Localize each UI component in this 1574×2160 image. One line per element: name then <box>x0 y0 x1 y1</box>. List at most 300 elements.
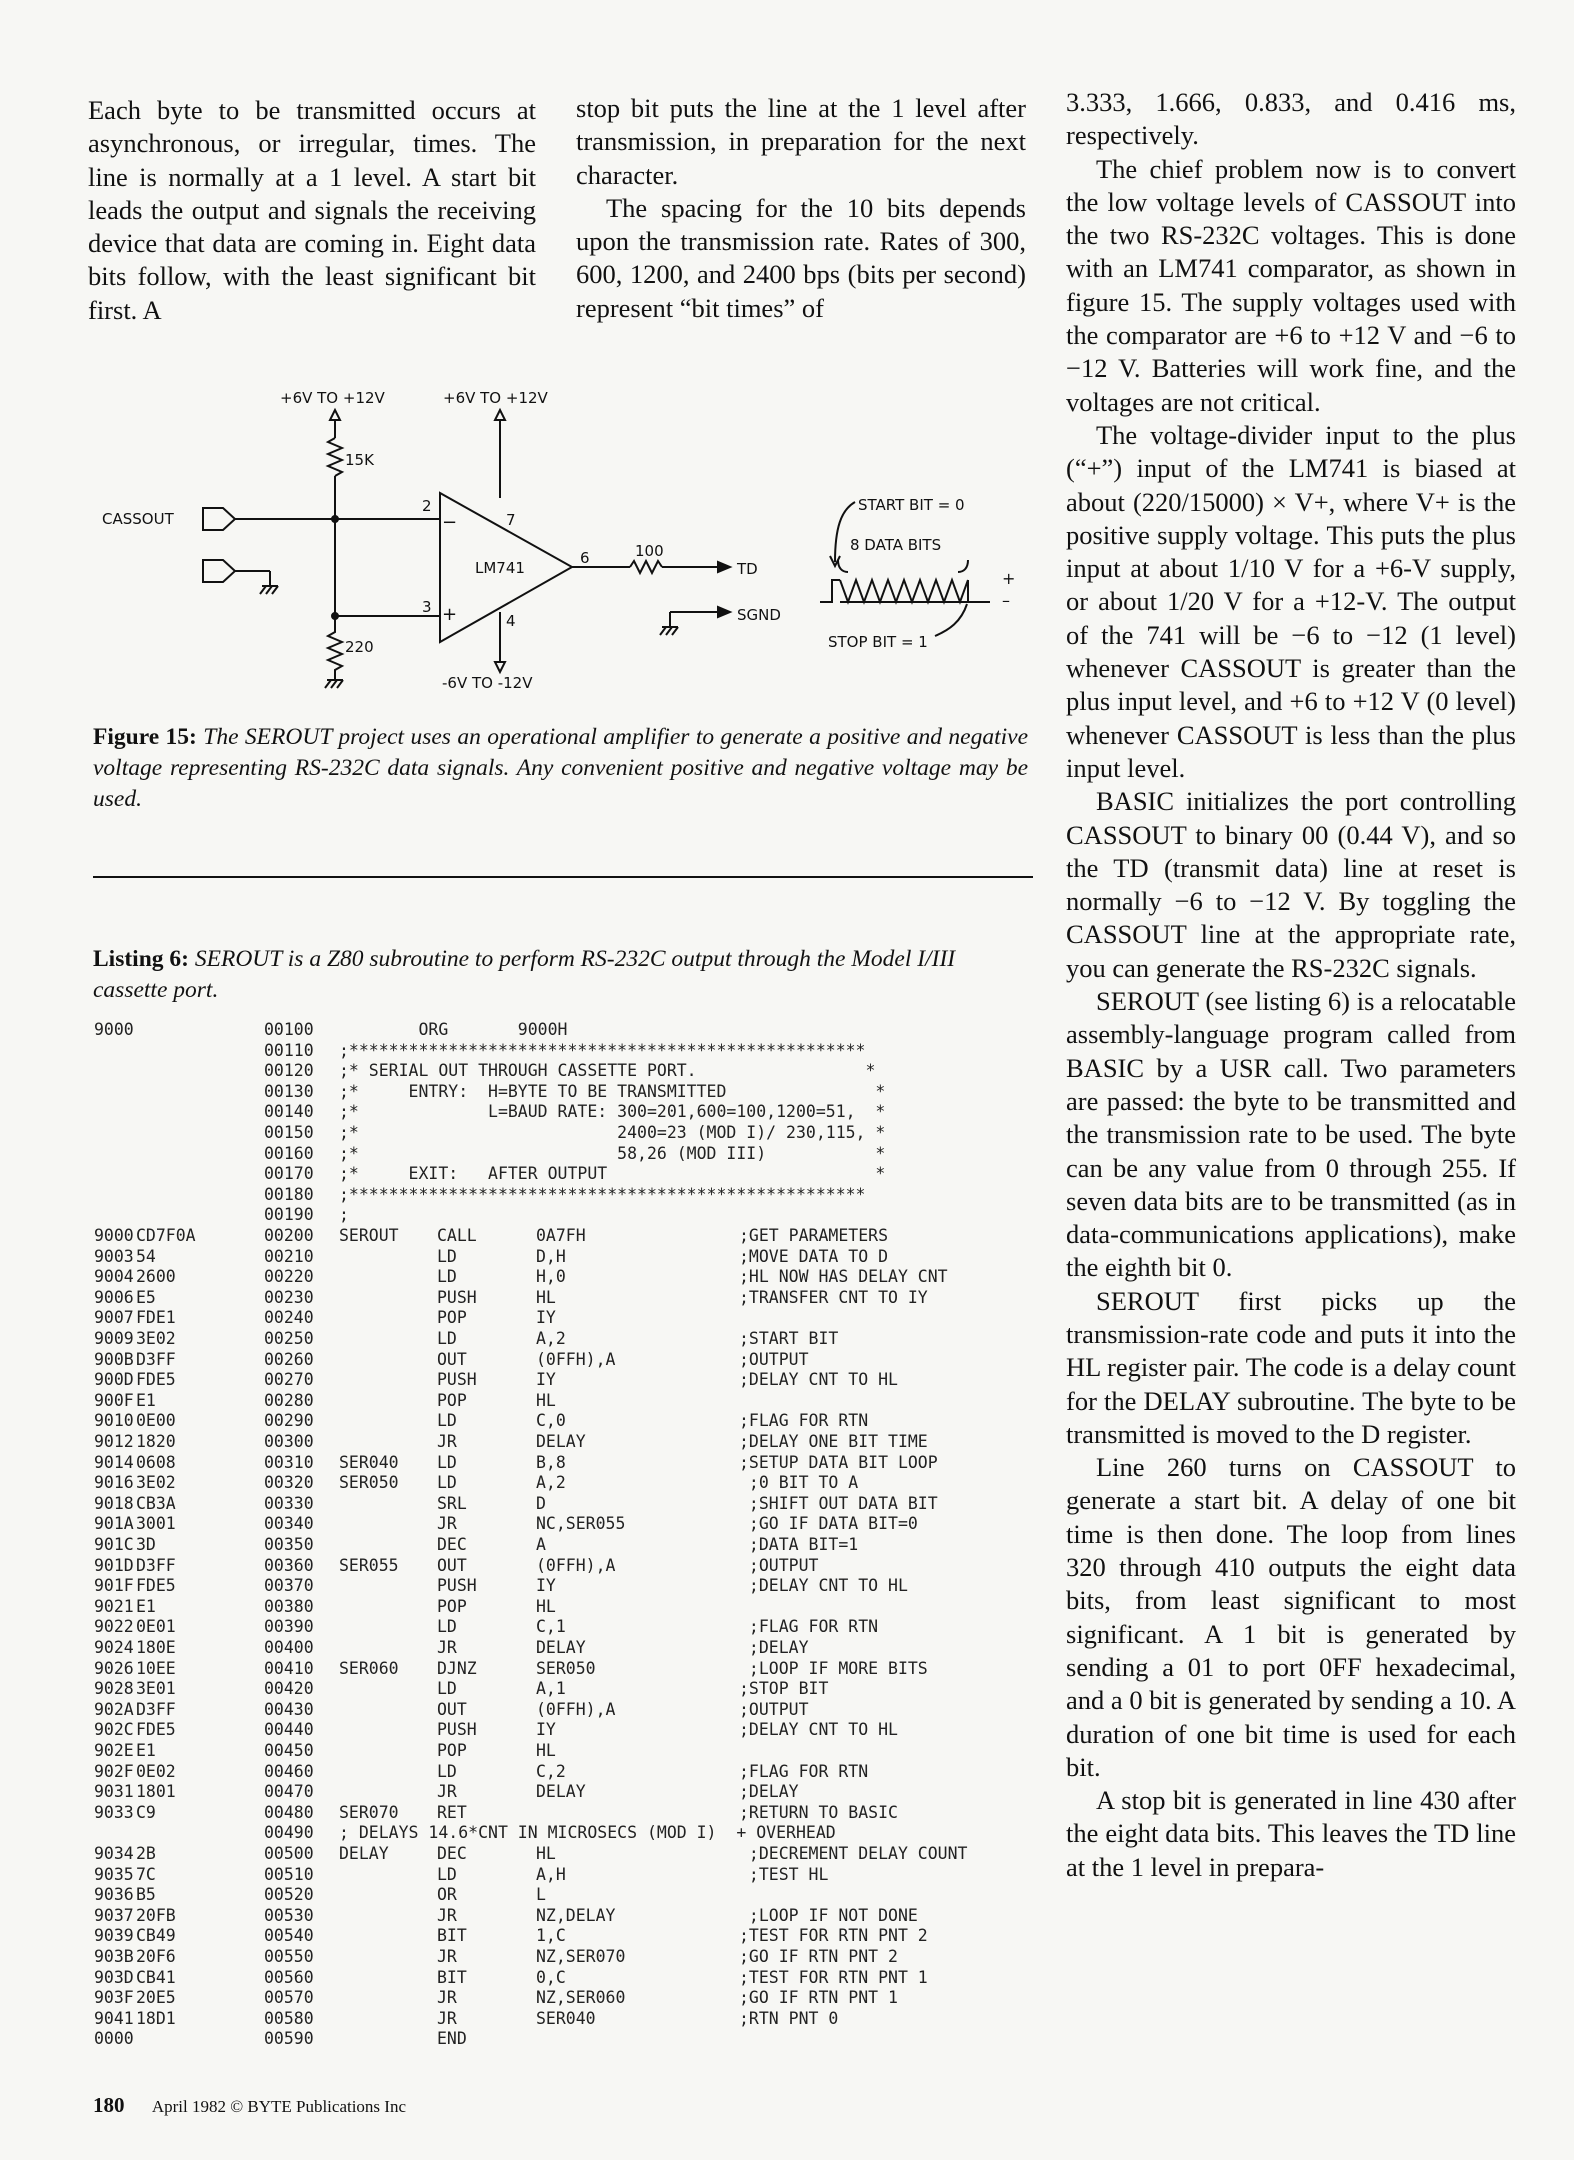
listing-opcode: LD <box>437 1761 457 1781</box>
listing-address: 900D <box>94 1370 134 1390</box>
listing-comment: ;DELAY CNT TO HL <box>739 1720 898 1740</box>
listing-operand: IY <box>536 1576 556 1596</box>
listing-object-code: 0E00 <box>136 1411 176 1431</box>
listing-opcode: OR <box>437 1885 457 1905</box>
td-label: TD <box>737 560 758 578</box>
listing-opcode: PUSH <box>437 1576 477 1596</box>
listing-address: 9041 <box>94 2008 134 2028</box>
listing-line-number: 00180 <box>264 1184 314 1204</box>
pin-3-label: 3 <box>422 598 432 616</box>
listing-comment: ;DELAY CNT TO HL <box>739 1370 898 1390</box>
listing-line-number: 00340 <box>264 1514 314 1534</box>
listing-address: 9031 <box>94 1782 134 1802</box>
listing-object-code: FDE5 <box>136 1576 176 1596</box>
listing-line-number: 00390 <box>264 1617 314 1637</box>
listing-comment: ;TEST FOR RTN PNT 1 <box>739 1967 928 1987</box>
listing-object-code: 180E <box>136 1638 176 1657</box>
listing-source: ;* 58,26 (MOD III) * <box>339 1143 886 1163</box>
listing-opcode: LD <box>437 1329 457 1348</box>
listing-operand: 0,C <box>536 1967 566 1987</box>
listing-line-number: 00140 <box>264 1102 314 1122</box>
listing-comment: ;START BIT <box>739 1329 839 1348</box>
listing-source: ;**************************************************** <box>339 1184 866 1204</box>
listing-line-number: 00250 <box>264 1329 314 1348</box>
listing-line-number: 00190 <box>264 1205 314 1225</box>
listing-object-code: E1 <box>136 1741 156 1760</box>
listing-operand: HL <box>536 1844 556 1863</box>
listing-caption-text: SEROUT is a Z80 subroutine to perform RS-232C output through the Model I/III cassette port. <box>93 946 956 1003</box>
listing-line-number: 00500 <box>264 1844 314 1863</box>
inverting-input-sign: − <box>442 512 458 533</box>
listing-object-code: 7C <box>136 1864 156 1884</box>
listing-address: 9034 <box>94 1844 134 1863</box>
listing-object-code: FDE1 <box>136 1308 176 1328</box>
listing-line-number: 00470 <box>264 1782 314 1802</box>
listing-address: 9006 <box>94 1287 134 1307</box>
listing-operand: NZ,SER070 <box>536 1947 626 1966</box>
start-bit-label: START BIT = 0 <box>858 496 965 514</box>
listing-operand: (0FFH),A <box>536 1349 616 1369</box>
paragraph: The voltage-divider input to the plus (“+”) input of the LM741 is biased at about (220/15000) × V+, where V+ is the positive supply voltage. This puts the plus input at about 1/10 V for a +6-V supply, or about 1/20 V for a +12-V. The output of the 741 will be −6 to −12 (1 level) whenever CASSOUT is greater than the plus input level, and +6 to +12 V (0 level) whenever CASSOUT is less than the plus input level. <box>1066 419 1516 783</box>
listing-opcode: LD <box>437 1411 457 1431</box>
listing-object-code: 10EE <box>136 1658 176 1678</box>
listing-opcode: JR <box>437 1432 457 1451</box>
listing-line-number: 00120 <box>264 1061 314 1081</box>
listing-address: 9016 <box>94 1473 134 1493</box>
listing-opcode: SRL <box>437 1493 467 1513</box>
waveform-plus-label: + <box>1002 569 1016 588</box>
listing-address: 9021 <box>94 1596 134 1616</box>
listing-label: SEROUT <box>339 1226 399 1245</box>
listing-opcode: JR <box>437 1638 457 1657</box>
listing-opcode: END <box>437 2029 467 2049</box>
listing-comment: ;RETURN TO BASIC <box>739 1802 898 1822</box>
listing-operand: H,0 <box>536 1267 566 1287</box>
page-number: 180 <box>93 2093 125 2117</box>
paragraph: The chief problem now is to convert the low voltage levels of CASSOUT into the two RS-232C voltages. This is done with an LM741 comparator, as shown in figure 15. The supply voltages used with the comparator are +6 to +12 V and −6 to −12 V. Batteries will work fine, and the voltages are not critical. <box>1066 153 1516 417</box>
listing-operand: (0FFH),A <box>536 1555 616 1575</box>
listing-line-number: 00430 <box>264 1699 314 1719</box>
listing-address: 901D <box>94 1555 134 1575</box>
listing-object-code: 2B <box>136 1844 156 1863</box>
listing-comment: ;DELAY <box>739 1638 809 1657</box>
article-column-2 <box>576 92 1026 325</box>
article-column-3 <box>1066 86 1516 1884</box>
listing-object-code: 0E01 <box>136 1617 176 1637</box>
listing-label: SER070 <box>339 1802 399 1822</box>
listing-object-code: C9 <box>136 1802 156 1822</box>
listing-comment: ;DATA BIT=1 <box>739 1535 859 1554</box>
listing-opcode: RET <box>437 1802 467 1822</box>
listing-operand: D,H <box>536 1246 566 1266</box>
listing-opcode: CALL <box>437 1226 477 1245</box>
paragraph: 3.333, 1.666, 0.833, and 0.416 ms, respectively. <box>1066 87 1516 151</box>
listing-operand: IY <box>536 1308 556 1328</box>
listing-comment: ;MOVE DATA TO D <box>739 1246 889 1266</box>
listing-object-code: 2600 <box>136 1267 176 1287</box>
listing-line-number: 00540 <box>264 1926 314 1946</box>
listing-label: SER055 <box>339 1555 399 1575</box>
listing-object-code: 3D <box>136 1535 156 1554</box>
listing-operand: SER040 <box>536 2008 596 2028</box>
listing-line-number: 00410 <box>264 1658 314 1678</box>
listing-operand: NC,SER055 <box>536 1514 626 1534</box>
listing-line-number: 00310 <box>264 1452 314 1472</box>
listing-address: 9037 <box>94 1905 134 1925</box>
listing-operand: A,2 <box>536 1329 566 1348</box>
listing-source: ;**************************************************** <box>339 1040 866 1060</box>
listing-label: DELAY <box>339 1844 389 1863</box>
paragraph: Each byte to be transmitted occurs at asynchronous, or irregular, times. The line is normally at a 1 level. A start bit leads the output and signals the receiving device that data are coming in. Eight data bits follow, with the least significant bit first. A <box>88 95 536 325</box>
listing-line-number: 00570 <box>264 1988 314 2008</box>
listing-source: ; <box>339 1205 349 1225</box>
listing-object-code: 3E01 <box>136 1679 176 1699</box>
listing-operand: A,2 <box>536 1473 566 1493</box>
negative-supply-label: -6V TO -12V <box>442 674 533 692</box>
listing-opcode: BIT <box>437 1967 467 1987</box>
listing-operand: (0FFH),A <box>536 1699 616 1719</box>
article-column-1 <box>88 94 536 327</box>
listing-operand: NZ,SER060 <box>536 1988 626 2008</box>
listing-comment: ;LOOP IF NOT DONE <box>739 1905 918 1925</box>
listing-address: 902C <box>94 1720 134 1740</box>
listing-opcode: JR <box>437 1905 457 1925</box>
listing-line-number: 00170 <box>264 1164 314 1184</box>
paragraph: BASIC initializes the port controlling CASSOUT to binary 00 (0.44 V), and so the TD (transmit data) line at reset is normally −6 to −12 V. By toggling the CASSOUT line at the appropriate rate, you can generate the RS-232C signals. <box>1066 786 1516 983</box>
listing-opcode: LD <box>437 1473 457 1493</box>
listing-address: 902E <box>94 1741 134 1760</box>
listing-operand: DELAY <box>536 1432 586 1451</box>
listing-address: 903F <box>94 1988 134 2008</box>
listing-line-number: 00150 <box>264 1123 314 1142</box>
pin-2-label: 2 <box>422 497 432 515</box>
serout-schematic <box>90 380 1030 710</box>
listing-opcode: LD <box>437 1246 457 1266</box>
listing-address: 9026 <box>94 1658 134 1678</box>
listing-label: SER040 <box>339 1452 399 1472</box>
listing-object-code: 3E02 <box>136 1473 176 1493</box>
listing-line-number: 00590 <box>264 2029 314 2049</box>
listing-comment: ;SETUP DATA BIT LOOP <box>739 1452 938 1472</box>
listing-opcode: POP <box>437 1308 467 1328</box>
listing-address: 900F <box>94 1390 134 1410</box>
listing-object-code: 0E02 <box>136 1761 176 1781</box>
listing-address: 9004 <box>94 1267 134 1287</box>
resistor-220-label: 220 <box>345 638 374 656</box>
listing-line-number: 00230 <box>264 1287 314 1307</box>
listing-line-number: 00220 <box>264 1267 314 1287</box>
listing-comment: ;TRANSFER CNT TO IY <box>739 1287 928 1307</box>
listing-line-number: 00320 <box>264 1473 314 1493</box>
listing-line-number: 00400 <box>264 1638 314 1657</box>
listing-operand: HL <box>536 1390 556 1410</box>
listing-comment: ;DELAY <box>739 1782 799 1802</box>
cassout-label: CASSOUT <box>102 510 174 528</box>
waveform-minus-label: – <box>1002 591 1010 610</box>
listing-line-number: 00360 <box>264 1555 314 1575</box>
listing-address: 9000 <box>94 1020 134 1039</box>
listing-operand: DELAY <box>536 1782 586 1802</box>
listing-line-number: 00110 <box>264 1040 314 1060</box>
listing-opcode: OUT <box>437 1699 467 1719</box>
pin-6-label: 6 <box>580 549 590 567</box>
listing-operand: IY <box>536 1720 556 1740</box>
listing-line-number: 00260 <box>264 1349 314 1369</box>
listing-object-code: FDE5 <box>136 1370 176 1390</box>
listing-object-code: CD7F0A <box>136 1226 196 1245</box>
figure-15-caption <box>93 722 1028 815</box>
listing-source: ORG 9000H <box>339 1020 568 1039</box>
listing-line-number: 00450 <box>264 1741 314 1760</box>
listing-object-code: D3FF <box>136 1555 176 1575</box>
figure-label: Figure 15: <box>93 724 197 750</box>
listing-comment: ;TEST FOR RTN PNT 2 <box>739 1926 928 1946</box>
listing-object-code: E1 <box>136 1390 156 1410</box>
listing-address: 9035 <box>94 1864 134 1884</box>
listing-line-number: 00330 <box>264 1493 314 1513</box>
listing-operand: A,H <box>536 1864 566 1884</box>
paragraph: stop bit puts the line at the 1 level after transmission, in preparation for the next character. <box>576 93 1026 190</box>
listing-address: 900B <box>94 1349 134 1369</box>
listing-address: 901F <box>94 1576 134 1596</box>
listing-comment: ;GO IF RTN PNT 2 <box>739 1947 898 1966</box>
listing-object-code: 18D1 <box>136 2008 176 2028</box>
listing-source: ;* EXIT: AFTER OUTPUT * <box>339 1164 886 1184</box>
listing-address: 901C <box>94 1535 134 1554</box>
listing-object-code: 1820 <box>136 1432 176 1451</box>
listing-line-number: 00240 <box>264 1308 314 1328</box>
listing-opcode: LD <box>437 1617 457 1637</box>
listing-opcode: PUSH <box>437 1287 477 1307</box>
listing-line-number: 00420 <box>264 1679 314 1699</box>
listing-operand: A,1 <box>536 1679 566 1699</box>
listing-comment: ;SHIFT OUT DATA BIT <box>739 1493 938 1513</box>
listing-comment: ;HL NOW HAS DELAY CNT <box>739 1267 948 1287</box>
listing-comment: ;GO IF DATA BIT=0 <box>739 1514 918 1534</box>
listing-address: 9039 <box>94 1926 134 1946</box>
listing-address: 903B <box>94 1947 134 1966</box>
listing-opcode: JR <box>437 1782 457 1802</box>
stop-bit-label: STOP BIT = 1 <box>828 633 928 651</box>
supply-label-left: +6V TO +12V <box>280 389 385 407</box>
listing-comment: ;FLAG FOR RTN <box>739 1411 869 1431</box>
listing-operand: B,8 <box>536 1452 566 1472</box>
listing-source: ;* 2400=23 (MOD I)/ 230,115, * <box>339 1123 886 1142</box>
listing-opcode: PUSH <box>437 1370 477 1390</box>
paragraph: A stop bit is generated in line 430 after the eight data bits. This leaves the TD line at the 1 level in prepara- <box>1066 1785 1516 1882</box>
listing-label: SER050 <box>339 1473 399 1493</box>
listing-line-number: 00290 <box>264 1411 314 1431</box>
listing-opcode: OUT <box>437 1555 467 1575</box>
listing-object-code: CB41 <box>136 1967 176 1987</box>
listing-comment: ;DELAY CNT TO HL <box>739 1576 908 1596</box>
resistor-100-label: 100 <box>635 542 664 560</box>
listing-address: 9036 <box>94 1885 134 1905</box>
listing-line-number: 00460 <box>264 1761 314 1781</box>
listing-comment: ;0 BIT TO A <box>739 1473 859 1493</box>
page-footer <box>93 2093 406 2118</box>
paragraph: SEROUT (see listing 6) is a relocatable assembly-language program called from BASIC by a USR call. Two parameters are passed: the byte to be transmitted and the transmission rate to be used. The byte can be any value from 0 through 255. If seven data bits are to be transmitted (as in data-communications applications), make the eighth bit 0. <box>1066 986 1516 1283</box>
listing-address: 9024 <box>94 1638 134 1657</box>
listing-address: 9009 <box>94 1329 134 1348</box>
supply-label-right: +6V TO +12V <box>443 389 548 407</box>
listing-object-code: CB3A <box>136 1493 176 1513</box>
listing-address: 9033 <box>94 1802 134 1822</box>
listing-operand: C,0 <box>536 1411 566 1431</box>
footer-text: April 1982 © BYTE Publications Inc <box>151 2097 407 2116</box>
listing-operand: NZ,DELAY <box>536 1905 616 1925</box>
listing-comment: ;FLAG FOR RTN <box>739 1761 869 1781</box>
listing-object-code: 20FB <box>136 1905 176 1925</box>
listing-opcode: JR <box>437 2008 457 2028</box>
listing-opcode: LD <box>437 1267 457 1287</box>
listing-object-code: 1801 <box>136 1782 176 1802</box>
listing-line-number: 00560 <box>264 1967 314 1987</box>
listing-object-code: FDE5 <box>136 1720 176 1740</box>
listing-6-caption <box>93 944 1028 1006</box>
listing-line-number: 00490 <box>264 1823 314 1843</box>
paragraph: The spacing for the 10 bits depends upon the transmission rate. Rates of 300, 600, 1200, and 2400 bps (bits per second) represent “bit times” of <box>576 192 1026 323</box>
listing-opcode: JR <box>437 1947 457 1966</box>
listing-address: 9018 <box>94 1493 134 1513</box>
listing-source: ;* L=BAUD RATE: 300=201,600=100,1200=51, * <box>339 1102 886 1122</box>
listing-opcode: OUT <box>437 1349 467 1369</box>
listing-label: Listing 6: <box>93 946 189 972</box>
listing-object-code: 20E5 <box>136 1988 176 2008</box>
listing-line-number: 00550 <box>264 1947 314 1966</box>
listing-line-number: 00530 <box>264 1905 314 1925</box>
listing-line-number: 00100 <box>264 1020 314 1039</box>
listing-line-number: 00440 <box>264 1720 314 1740</box>
listing-line-number: 00300 <box>264 1432 314 1451</box>
listing-address: 9003 <box>94 1246 134 1266</box>
figure-caption-text: The SEROUT project uses an operational amplifier to generate a positive and negative voltage representing RS-232C data signals. Any convenient positive and negative voltage may be used. <box>93 724 1029 812</box>
listing-opcode: POP <box>437 1741 467 1760</box>
listing-opcode: POP <box>437 1596 467 1616</box>
listing-address: 9014 <box>94 1452 134 1472</box>
listing-comment: ;STOP BIT <box>739 1679 829 1699</box>
listing-opcode: JR <box>437 1514 457 1534</box>
listing-object-code: D3FF <box>136 1349 176 1369</box>
listing-address: 9012 <box>94 1432 134 1451</box>
listing-address: 9000 <box>94 1226 134 1245</box>
listing-operand: A <box>536 1535 546 1554</box>
listing-operand: 1,C <box>536 1926 566 1946</box>
listing-opcode: DJNZ <box>437 1658 477 1678</box>
listing-operand: C,2 <box>536 1761 566 1781</box>
listing-address: 902F <box>94 1761 134 1781</box>
listing-line-number: 00380 <box>264 1596 314 1616</box>
listing-object-code: CB49 <box>136 1926 176 1946</box>
listing-line-number: 00480 <box>264 1802 314 1822</box>
listing-operand: D <box>536 1493 546 1513</box>
listing-comment: ;DELAY ONE BIT TIME <box>739 1432 928 1451</box>
listing-operand: HL <box>536 1287 556 1307</box>
listing-object-code: 0608 <box>136 1452 176 1472</box>
listing-comment: ;GET PARAMETERS <box>739 1226 889 1245</box>
pin-4-label: 4 <box>506 612 516 630</box>
listing-comment: ;OUTPUT <box>739 1699 809 1719</box>
listing-opcode: PUSH <box>437 1720 477 1740</box>
noninverting-input-sign: + <box>442 604 458 625</box>
listing-comment: ;DECREMENT DELAY COUNT <box>739 1844 968 1863</box>
listing-label: SER060 <box>339 1658 399 1678</box>
listing-line-number: 00580 <box>264 2008 314 2028</box>
listing-address: 9028 <box>94 1679 134 1699</box>
data-bits-label: 8 DATA BITS <box>850 536 942 554</box>
paragraph: Line 260 turns on CASSOUT to generate a start bit. A delay of one bit time is then done. The loop from lines 320 through 410 outputs the eight data bits, from least significant to most significant. A 1 bit is generated by sending a 01 to port 0FF hexadecimal, and a 0 bit is generated by sending a 10. A duration of one bit time is used for each bit. <box>1066 1452 1516 1782</box>
listing-object-code: E5 <box>136 1287 156 1307</box>
listing-address: 903D <box>94 1967 134 1987</box>
listing-comment: ;OUTPUT <box>739 1555 819 1575</box>
listing-address: 901A <box>94 1514 134 1534</box>
listing-line-number: 00130 <box>264 1081 314 1101</box>
listing-operand: HL <box>536 1741 556 1760</box>
listing-line-number: 00160 <box>264 1143 314 1163</box>
listing-address: 902A <box>94 1699 134 1719</box>
lm741-label: LM741 <box>475 559 525 577</box>
listing-object-code: D3FF <box>136 1699 176 1719</box>
listing-comment: ;RTN PNT 0 <box>739 2008 839 2028</box>
listing-line-number: 00200 <box>264 1226 314 1245</box>
listing-opcode: JR <box>437 1988 457 2008</box>
listing-line-number: 00210 <box>264 1246 314 1266</box>
listing-opcode: DEC <box>437 1844 467 1863</box>
listing-comment: ;LOOP IF MORE BITS <box>739 1658 928 1678</box>
listing-opcode: BIT <box>437 1926 467 1946</box>
listing-address: 9022 <box>94 1617 134 1637</box>
listing-address: 0000 <box>94 2029 134 2049</box>
listing-comment: ;TEST HL <box>739 1864 829 1884</box>
listing-object-code: 3E02 <box>136 1329 176 1348</box>
listing-opcode: LD <box>437 1864 457 1884</box>
pin-7-label: 7 <box>506 511 516 529</box>
listing-operand: SER050 <box>536 1658 596 1678</box>
listing-opcode: POP <box>437 1390 467 1410</box>
listing-line-number: 00270 <box>264 1370 314 1390</box>
listing-comment: ;FLAG FOR RTN <box>739 1617 879 1637</box>
listing-line-number: 00280 <box>264 1390 314 1410</box>
section-divider <box>93 876 1033 878</box>
listing-opcode: DEC <box>437 1535 467 1554</box>
listing-source: ;* SERIAL OUT THROUGH CASSETTE PORT. * <box>339 1061 876 1081</box>
listing-operand: C,1 <box>536 1617 566 1637</box>
listing-line-number: 00370 <box>264 1576 314 1596</box>
listing-operand: IY <box>536 1370 556 1390</box>
sgnd-label: SGND <box>737 606 781 624</box>
listing-comment: ;GO IF RTN PNT 1 <box>739 1988 898 2008</box>
listing-opcode: LD <box>437 1452 457 1472</box>
listing-address: 9010 <box>94 1411 134 1431</box>
listing-line-number: 00520 <box>264 1885 314 1905</box>
resistor-15k-label: 15K <box>345 451 374 469</box>
listing-operand: DELAY <box>536 1638 586 1657</box>
listing-comment: ;OUTPUT <box>739 1349 809 1369</box>
listing-operand: HL <box>536 1596 556 1616</box>
listing-address: 9007 <box>94 1308 134 1328</box>
listing-operand: 0A7FH <box>536 1226 586 1245</box>
listing-object-code: E1 <box>136 1596 156 1616</box>
listing-object-code: 54 <box>136 1246 156 1266</box>
listing-opcode: LD <box>437 1679 457 1699</box>
listing-object-code: 3001 <box>136 1514 176 1534</box>
listing-line-number: 00510 <box>264 1864 314 1884</box>
listing-object-code: B5 <box>136 1885 156 1905</box>
listing-source: ;* ENTRY: H=BYTE TO BE TRANSMITTED * <box>339 1081 886 1101</box>
listing-object-code: 20F6 <box>136 1947 176 1966</box>
paragraph: SEROUT first picks up the transmission-rate code and puts it into the HL register pair. The code is a delay count for the DELAY subroutine. The byte to be transmitted is moved to the D register. <box>1066 1285 1516 1449</box>
listing-line-number: 00350 <box>264 1535 314 1554</box>
